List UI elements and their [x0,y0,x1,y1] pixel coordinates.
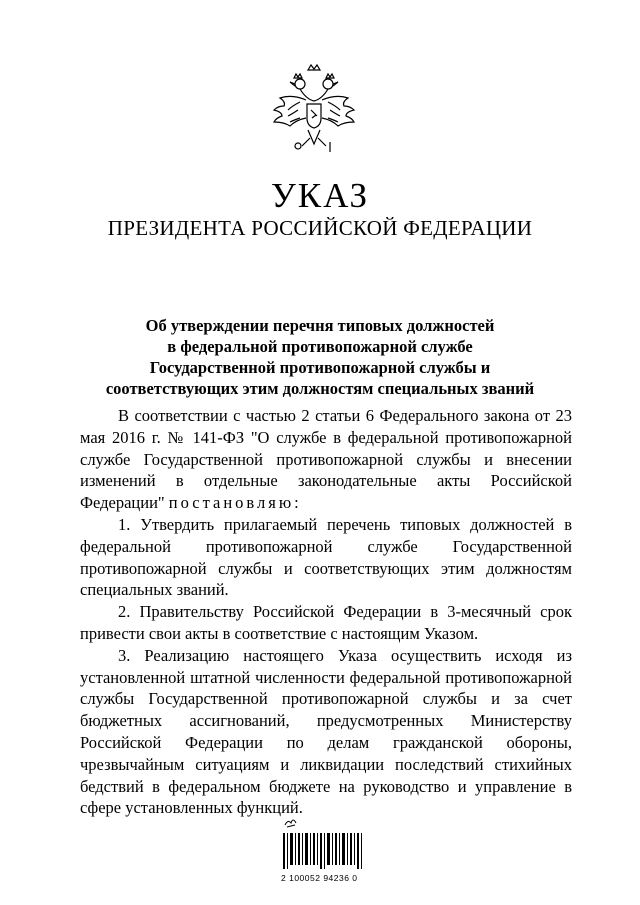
barcode-number: 2 100052 94236 0 [281,873,358,883]
item-paragraph-2: 2. Правительству Российской Федерации в 3-месячный срок привести свои акты в соответствие с настоящим Указом. [80,602,572,643]
decree-heading [70,315,570,399]
barcode [281,815,365,885]
document-subtitle: ПРЕЗИДЕНТА РОССИЙСКОЙ ФЕДЕРАЦИИ [107,216,533,240]
double-headed-eagle-icon [270,62,358,156]
preamble-text: В соответствии с частью 2 статьи 6 Федерального закона от 23 мая 2016 г. № 141-ФЗ "О службе в федеральной противопожарной службе Государственной противопожарной службы и внесении изменений в отдельные законодательные акты Российской Федерации" [80,406,572,513]
item-paragraph-3: 3. Реализацию настоящего Указа осуществить исходя из установленной штатной численности федеральной противопожарной службы Государственной противопожарной службы и за счет бюджетных ассигнований, предусмотренных Министерству Российской Федерации по делам гражданской обороны, чрезвычайным ситуациям и ликвидации последствий стихийных бедствий в федеральном бюджете на руководство и управление в сфере установленных функций. [80,645,572,818]
decree-word: постановляю: [168,493,302,513]
barcode-icon [281,815,365,871]
heading-line: в федеральной противопожарной службе [167,337,473,356]
heading-line: соответствующих этим должностям специальных званий [105,379,535,398]
decree-body [80,405,572,819]
heading-line: Об утверждении перечня типовых должностей [145,316,495,335]
preamble-paragraph [80,405,572,514]
document-title: УКАЗ [270,176,370,215]
item-paragraph-1: 1. Утвердить прилагаемый перечень типовых должностей в федеральной противопожарной службе Государственной противопожарной службы и соответствующих этим должностям специальных званий. [80,514,572,600]
coat-of-arms-emblem [270,62,358,156]
heading-line: Государственной противопожарной службы и [149,358,491,377]
